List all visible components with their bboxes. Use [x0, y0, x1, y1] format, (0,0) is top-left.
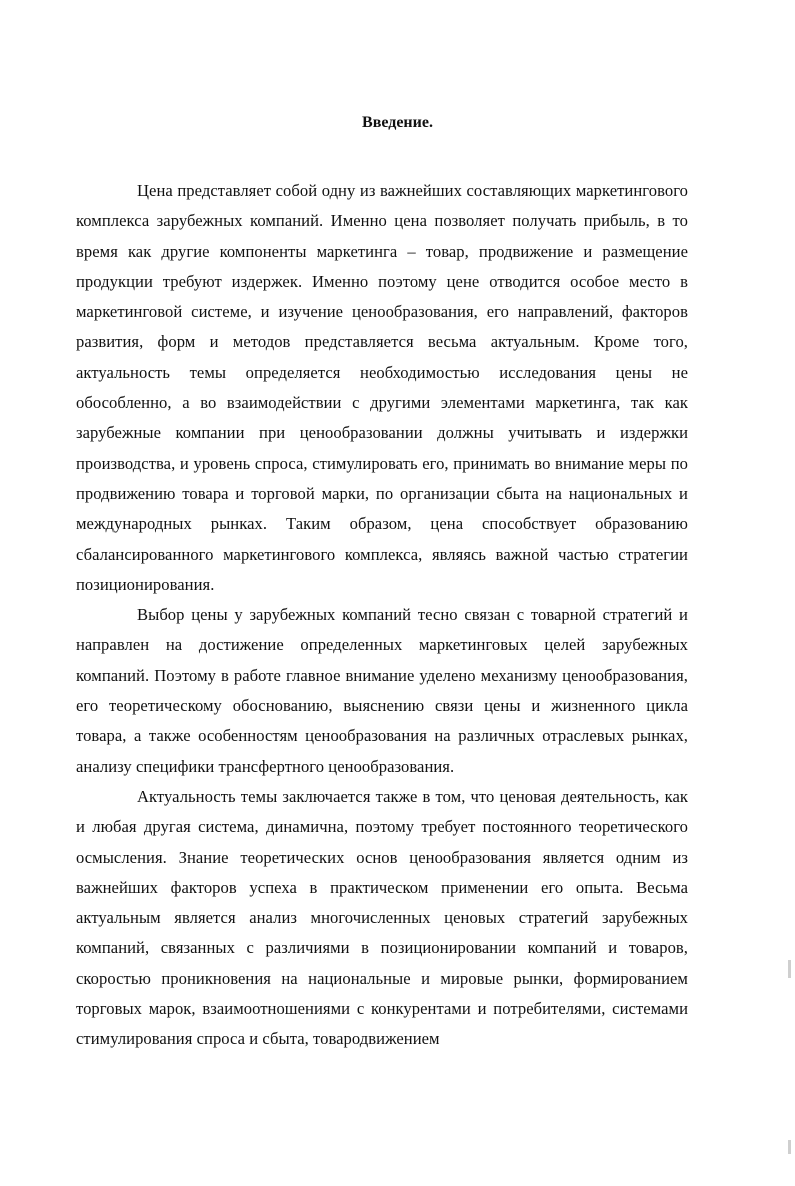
page-title: Введение. [362, 114, 433, 131]
paragraph-1: Цена представляет собой одну из важнейших составляющих маркетингового комплекса зарубежных компаний. Именно цена позволяет получать прибыль, в то время как другие компоненты маркетинга – товар, продвижение и размещение продукции требуют издержек. Именно поэтому цене отводится особое место в маркетинговой системе, и изучение ценообразования, его направлений, факторов развития, форм и методов представляется весьма актуальным. Кроме того, актуальность темы определяется необходимостью исследования цены не обособленно, а во взаимодействии с другими элементами маркетинга, так как зарубежные компании при ценообразовании должны учитывать и издержки производства, и уровень спроса, стимулировать его, принимать во внимание меры по продвижению товара и торговой марки, по организации сбыта на национальных и международных рынках. Таким образом, цена способствует образованию сбалансированного маркетингового комплекса, являясь важной частью стратегии позиционирования. [76, 181, 688, 594]
paragraph-2: Выбор цены у зарубежных компаний тесно связан с товарной стратегий и направлен на достижение определенных маркетинговых целей зарубежных компаний. Поэтому в работе главное внимание уделено механизму ценообразования, его теоретическому обоснованию, выяснению связи цены и жизненного цикла товара, а также особенностям ценообразования на различных отраслевых рынках, анализу специфики трансфертного ценообразования. [76, 605, 688, 776]
scan-edge-mark [788, 1140, 791, 1154]
paragraph-3: Актуальность темы заключается также в том, что ценовая деятельность, как и любая другая система, динамична, поэтому требует постоянного теоретического осмысления. Знание теоретических основ ценообразования является одним из важнейших факторов успеха в практическом применении его опыта. Весьма актуальным является анализ многочисленных ценовых стратегий зарубежных компаний, связанных с различиями в позиционировании компаний и товаров, скоростью проникновения на национальные и мировые рынки, формированием торговых марок, взаимоотношениями с конкурентами и потребителями, системами стимулирования спроса и сбыта, товародвижением [76, 786, 688, 1049]
scan-edge-mark [788, 960, 791, 978]
body-text [76, 176, 688, 1055]
